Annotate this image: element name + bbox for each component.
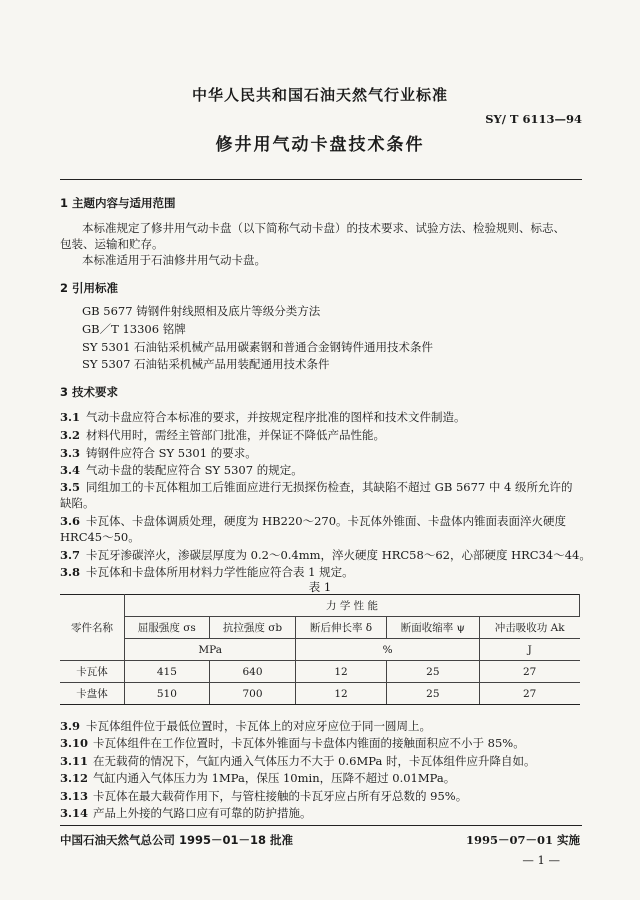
implementation-date: 1995－07－01 实施 [465,833,580,847]
clause-continuation: HRC45～50。 [60,530,140,544]
footer-rule [60,825,582,826]
column-header: 抗拉强度 σb [209,617,296,639]
clause: 3.5 同组加工的卡瓦体粗加工后锥面应进行无损探伤检查，其缺陷不超过 GB 5677 中 4 级所允许的 [60,480,573,494]
clause: 3.10 卡瓦体组件在工作位置时，卡瓦体外锥面与卡盘体内锥面的接触面积应不小于 85%。 [60,736,525,750]
unit-cell: J [479,639,579,661]
reference-item: GB／T 13306 铭牌 [82,322,186,336]
unit-cell: MPa [125,639,296,661]
section-1-scope: 本标准适用于石油修井用气动卡盘。 [82,253,266,267]
table-cell: 12 [296,683,387,705]
reference-item: GB 5677 铸钢件射线照相及底片等级分类方法 [82,304,321,318]
reference-item: SY 5307 石油钻采机械产品用装配通用技术条件 [82,357,330,371]
clause: 3.7 卡瓦牙渗碳淬火，渗碳层厚度为 0.2～0.4mm，淬火硬度 HRC58～62，心部硬度 HRC34～44。 [60,548,591,562]
section-1-heading: 1 主题内容与适用范围 [60,196,176,210]
column-header: 断后伸长率 δ [296,617,387,639]
section-1-paragraph-line1: 本标准规定了修井用气动卡盘（以下简称气动卡盘）的技术要求、试验方法、检验规则、标志、 [82,221,565,235]
clause: 3.3 铸钢件应符合 SY 5301 的要求。 [60,446,257,460]
table-cell: 510 [125,683,210,705]
table-cell: 12 [296,661,387,683]
table-cell: 27 [479,683,579,705]
clause: 3.12 气缸内通入气体压力为 1MPa，保压 10min，压降不超过 0.01MPa。 [60,771,456,785]
section-1-paragraph-line2: 包装、运输和贮存。 [60,237,164,251]
section-3-heading: 3 技术要求 [60,385,119,399]
standard-code: SY/ T 6113—94 [485,112,582,126]
table-cell: 25 [386,661,479,683]
table-cell: 700 [209,683,296,705]
clause: 3.11 在无载荷的情况下，气缸内通入气体压力不大于 0.6MPa 时，卡瓦体组件应升降自如。 [60,754,536,768]
table-row [60,661,580,683]
unit-cell: % [296,639,480,661]
row-name: 卡瓦体 [60,661,125,683]
table-row [60,683,580,705]
clause: 3.9 卡瓦体组件位于最低位置时，卡瓦体上的对应牙应位于同一圆周上。 [60,719,431,733]
clause: 3.8 卡瓦体和卡盘体所用材料力学性能应符合表 1 规定。 [60,565,354,579]
table-cell: 415 [125,661,210,683]
table-cell: 640 [209,661,296,683]
column-header: 屈服强度 σs [125,617,210,639]
table-caption: 表 1 [308,580,332,594]
issuing-authority-title: 中华人民共和国石油天然气行业标准 [191,86,448,104]
table-cell: 25 [386,683,479,705]
clause: 3.14 产品上外接的气路口应有可靠的防护措施。 [60,806,312,820]
approval-line: 中国石油天然气总公司 1995－01－18 批准 [60,833,294,847]
section-2-heading: 2 引用标准 [60,281,119,295]
page-number: — 1 — [522,853,560,867]
clause: 3.4 气动卡盘的装配应符合 SY 5307 的规定。 [60,463,303,477]
row-name: 卡盘体 [60,683,125,705]
properties-group-header: 力 学 性 能 [125,595,580,617]
document-title: 修井用气动卡盘技术条件 [215,135,425,155]
column-header: 断面收缩率 ψ [386,617,479,639]
clause-continuation: 缺陷。 [60,496,95,510]
table-cell: 27 [479,661,579,683]
column-header: 冲击吸收功 Ak [479,617,579,639]
part-name-header: 零件名称 [60,595,125,661]
clause: 3.13 卡瓦体在最大载荷作用下，与管柱接触的卡瓦牙应占所有牙总数的 95%。 [60,789,468,803]
reference-item: SY 5301 石油钻采机械产品用碳素钢和普通合金钢铸件通用技术条件 [82,340,434,354]
clause: 3.1 气动卡盘应符合本标准的要求，并按规定程序批准的图样和技术文件制造。 [60,410,466,424]
mechanical-properties-table [60,594,580,705]
header-rule [60,179,582,180]
clause: 3.2 材料代用时，需经主管部门批准，并保证不降低产品性能。 [60,428,385,442]
clause: 3.6 卡瓦体、卡盘体调质处理，硬度为 HB220～270。卡瓦体外锥面、卡盘体内锥面表面淬火硬度 [60,514,567,528]
